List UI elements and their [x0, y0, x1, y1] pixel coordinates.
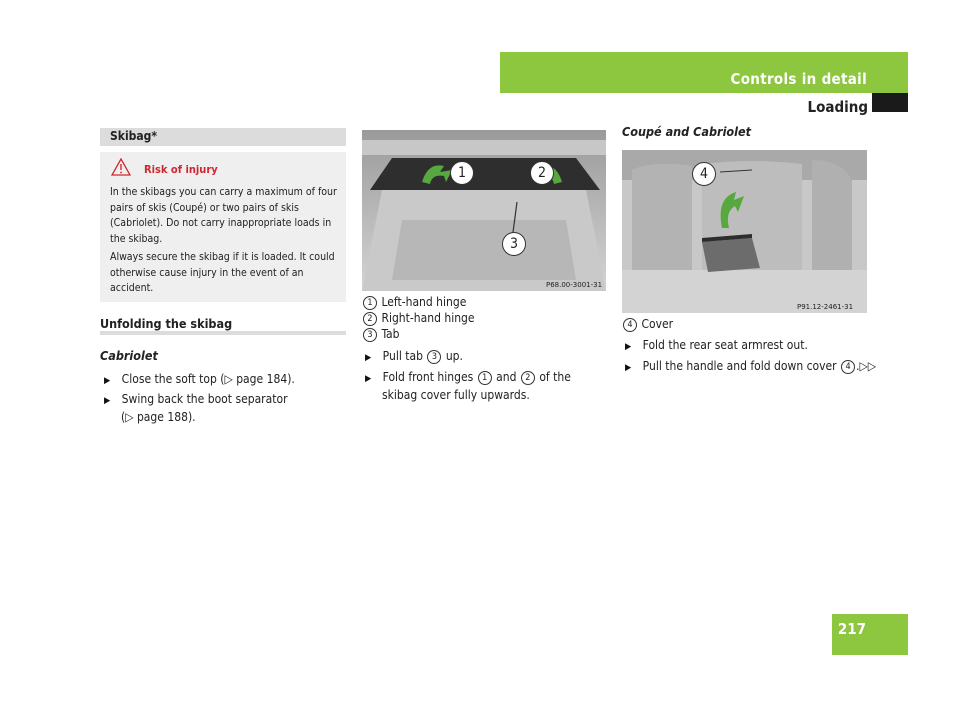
step-pull-tab: [365, 349, 463, 367]
step-text: of the: [539, 370, 571, 384]
legend-number: 2: [363, 312, 377, 326]
figure-code: P68.00-3001-31: [546, 281, 603, 289]
step-swing-separator: [104, 392, 288, 425]
bullet-arrow-icon: ▶: [365, 374, 372, 384]
inline-callout: 4: [841, 360, 855, 374]
boot-skibag-figure: [362, 130, 606, 291]
step-text: Pull the handle and fold down cover: [642, 359, 837, 373]
legend-item: [622, 317, 673, 333]
callout-3: 3: [502, 232, 526, 256]
step-text: and: [496, 370, 517, 384]
unfolding-heading: Unfolding the skibag: [100, 316, 233, 331]
skibag-title: Skibag*: [110, 129, 158, 143]
inline-callout: 2: [521, 371, 535, 385]
legend-text: Cover: [641, 317, 674, 331]
step-fold-hinges: [365, 370, 571, 403]
figure-code: P91.12-2461-31: [797, 303, 854, 311]
step-text: up.: [445, 349, 463, 363]
continue-marker: .▷▷: [856, 359, 877, 373]
legend-text: Right-hand hinge: [381, 311, 475, 325]
bullet-arrow-icon: ▶: [104, 396, 111, 406]
section-title: Loading: [807, 98, 868, 116]
legend-text: Tab: [381, 327, 400, 341]
legend-item: [362, 327, 400, 343]
callout-1: 1: [450, 161, 474, 185]
heading-rule: [100, 331, 346, 335]
step-text: Fold the rear seat armrest out.: [642, 338, 808, 352]
page-number: 217: [837, 620, 867, 638]
step-text: Pull tab: [382, 349, 423, 363]
legend-number: 1: [363, 296, 377, 310]
step-fold-armrest: [625, 338, 808, 356]
warning-triangle-icon: [111, 158, 131, 176]
legend-item: [362, 295, 466, 311]
legend-number: 3: [363, 328, 377, 342]
step-fold-cover: [625, 359, 876, 377]
warning-paragraph-2: Always secure the skibag if it is loaded. It could otherwise cause injury in the event of an accident.: [110, 251, 335, 294]
step-text: Fold front hinges: [382, 370, 474, 384]
step-text: skibag cover fully upwards.: [382, 387, 530, 402]
warning-paragraph-1: In the skibags you can carry a maximum of four pairs of skis (Coupé) or two pairs of skis (Cabriolet). Do not carry inappropriate loads in the skibag.: [110, 186, 337, 245]
step-text: Close the soft top (▷ page 184).: [121, 372, 295, 386]
chapter-title: Controls in detail: [730, 70, 867, 88]
callout-2: 2: [530, 161, 554, 185]
cabriolet-label: Cabriolet: [100, 348, 158, 363]
inline-callout: 3: [427, 350, 441, 364]
bullet-arrow-icon: ▶: [365, 353, 372, 363]
warning-heading: Risk of injury: [144, 163, 218, 176]
step-text: Swing back the boot separator: [121, 392, 288, 406]
bullet-arrow-icon: ▶: [625, 363, 632, 373]
coupe-cabriolet-label: Coupé and Cabriolet: [622, 124, 752, 139]
legend-number: 4: [623, 318, 637, 332]
callout-4: 4: [692, 162, 716, 186]
legend-item: [362, 311, 475, 327]
step-text: (▷ page 188).: [121, 409, 196, 424]
legend-text: Left-hand hinge: [381, 295, 467, 309]
rear-armrest-figure: [622, 150, 867, 313]
section-marker: [872, 93, 908, 112]
bullet-arrow-icon: ▶: [104, 376, 111, 386]
step-close-soft-top: [104, 372, 295, 390]
inline-callout: 1: [478, 371, 492, 385]
bullet-arrow-icon: ▶: [625, 342, 632, 352]
